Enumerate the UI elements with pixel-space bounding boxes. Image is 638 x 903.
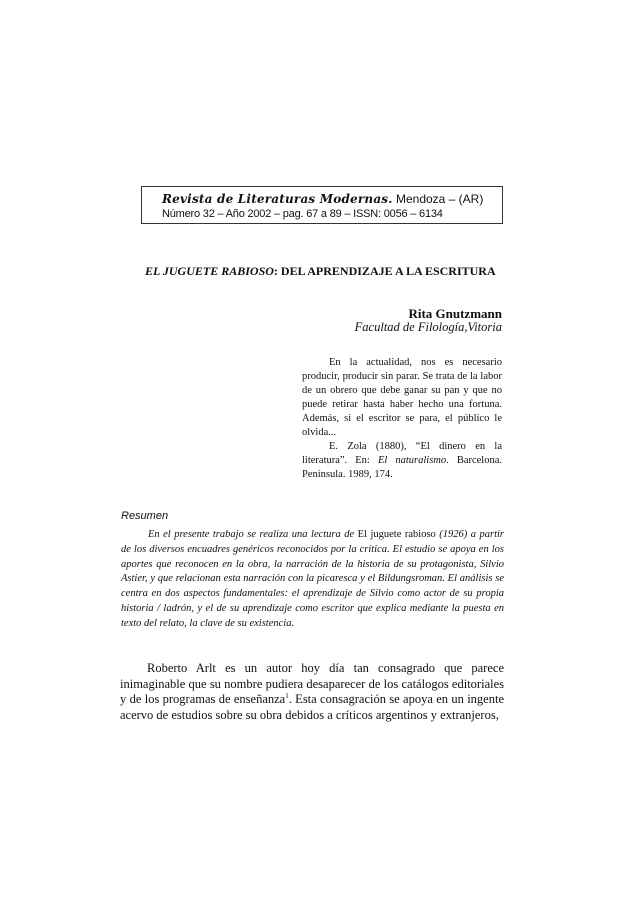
footnote-ref[interactable]: 1 [285,692,289,701]
journal-header-box [141,186,503,224]
author-name: Rita Gnutzmann [408,306,502,321]
citation-work: El naturalismo [377,455,447,466]
title-rest: : DEL APRENDIZAJE A LA ESCRITURA [273,264,496,278]
body-paragraph [120,661,504,723]
epigraph-quote: En la actualidad, nos es necesario producir, producir sin parar. Se trata de la labor de un obrero que debe ganar su pan y que no puede retirar hasta haber hecho una fortuna. Además, si el escritor se para, el público le olvida... [302,357,502,438]
body-part-a: Roberto Arlt es un autor hoy día tan consagrado que parece inimaginable que su nombre pudiera desaparecer de los catálogos editoriales y de los programas de enseñanza [120,661,504,707]
abstract-text [121,528,504,632]
body-part-b: . Esta consagración se apoya en un ingente acervo de estudios sobre su obra debidos a críticos argentinos y extranjeros, [120,692,504,722]
author-affiliation: Facultad de Filología,Vitoria [354,320,502,334]
abstract-part-a: En el presente trabajo se realiza una lectura de [148,529,358,540]
citation-tail: . Barcelona. Península. 1989, 174. [302,455,503,480]
journal-issue: Número 32 – Año 2002 – pag. 67 a 89 – ISSN: 0056 – 6134 [162,208,443,220]
epigraph [302,356,502,482]
title-work: EL JUGUETE RABIOSO [145,264,274,278]
epigraph-citation [302,440,502,482]
citation-text: E. Zola (1880), “El dinero en la literatura”. En: [302,441,502,466]
abstract-part-b: (1926) a partir de los diversos encuadres genéricos reconocidos por la crítica. El estudio se apoya en los aportes que reconocen en la obra, la narración de la historia de su protagonista, Silvio Astier, y que relacionan esta narración con la picaresca y el Bildungsroman. El análisis se centra en dos aspectos fundamentales: el aprendizaje de Silvio como actor de su propia historia / ladrón, y el de su aprendizaje como escritor que explica mediante la puesta en texto del relato, la clave de su existencia. [121,529,504,629]
abstract-label: Resumen [121,510,169,522]
journal-line [162,191,502,207]
journal-place: Mendoza – (AR) [392,192,484,206]
article-title [145,264,525,279]
journal-title: Revista de Literaturas Modernas. [162,192,393,206]
abstract-work: El juguete rabioso [357,529,436,540]
